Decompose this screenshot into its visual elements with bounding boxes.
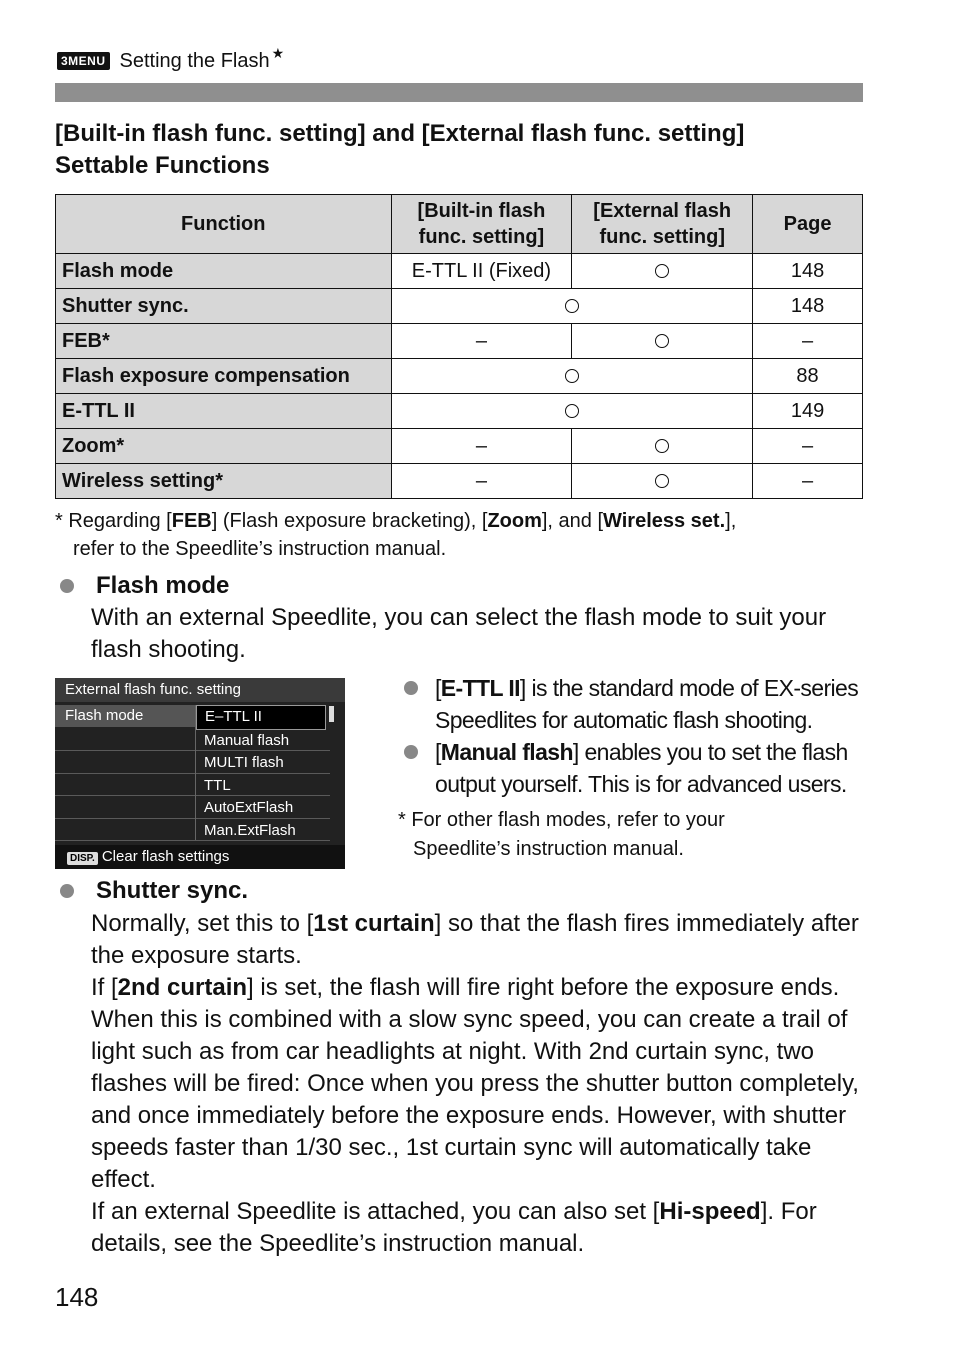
row-page: –	[753, 324, 863, 359]
header-builtin: [Built-in flash func. setting]	[391, 195, 572, 254]
lcd-option: TTL	[204, 776, 231, 794]
row-function: Shutter sync.	[56, 289, 392, 324]
row-function: Wireless setting*	[56, 464, 392, 499]
header-bar	[55, 83, 863, 102]
lcd-option: MULTI flash	[204, 754, 284, 771]
flash-mode-footnote: * For other flash modes, refer to your Speedlite’s instruction manual.	[398, 809, 725, 860]
available-icon	[655, 264, 669, 278]
row-function: FEB*	[56, 324, 392, 359]
row-page: 148	[753, 254, 863, 289]
available-icon	[655, 474, 669, 488]
lcd-options-list	[195, 705, 326, 840]
row-builtin: –	[391, 429, 572, 464]
table-row	[56, 324, 863, 359]
row-page: 149	[753, 394, 863, 429]
table-row	[56, 429, 863, 464]
row-both	[391, 359, 753, 394]
row-page: 148	[753, 289, 863, 324]
settable-functions-table	[55, 194, 863, 499]
row-page: –	[753, 464, 863, 499]
row-external	[572, 429, 753, 464]
available-icon	[655, 334, 669, 348]
header-external: [External flash func. setting]	[572, 195, 753, 254]
shutter-sync-p2: If [2nd curtain] is set, the flash will fire right before the exposure ends. When this is combined with a slow sync speed, you can create a trail of light such as from car headlights at night. With 2nd curtain sync, two flashes will be fired: Once when you press the shutter button completely, and once immediately before the exposure ends. However, with shutter speeds faster than 1/30 sec., 1st curtain sync will automatically take effect.	[91, 974, 859, 1193]
row-external	[572, 464, 753, 499]
lcd-footer: DISP. Clear flash settings	[55, 845, 345, 869]
bullet-icon	[404, 681, 418, 695]
header-text: Setting the Flash	[119, 49, 270, 72]
page-number: 148	[55, 1282, 99, 1312]
table-row	[56, 254, 863, 289]
lcd-option-selected: E–TTL II	[196, 705, 326, 730]
list-item: [E-TTL II] is the standard mode of EX-series Speedlites for automatic flash shooting.	[404, 672, 874, 736]
page-header	[57, 46, 284, 76]
row-page: 88	[753, 359, 863, 394]
available-icon	[655, 439, 669, 453]
row-function: Zoom*	[56, 429, 392, 464]
lcd-option: AutoExtFlash	[204, 799, 294, 816]
available-icon	[565, 369, 579, 383]
available-icon	[565, 404, 579, 418]
star-icon: ★	[271, 44, 285, 61]
lcd-scrollbar	[329, 706, 334, 722]
flash-mode-heading: Flash mode	[60, 572, 229, 600]
available-icon	[565, 299, 579, 313]
lcd-option: Manual flash	[204, 731, 290, 749]
list-item: [Manual flash] enables you to set the flash output yourself. This is for advanced users.	[404, 736, 874, 800]
row-function: Flash exposure compensation	[56, 359, 392, 394]
row-both	[391, 394, 753, 429]
section-title-line1: [Built-in flash func. setting] and [External flash func. setting]	[55, 120, 745, 147]
row-page: –	[753, 429, 863, 464]
bullet-icon	[60, 579, 74, 593]
table-row	[56, 464, 863, 499]
section-title	[55, 118, 875, 182]
flash-mode-text: With an external Speedlite, you can select the flash mode to suit your flash shooting.	[91, 604, 827, 663]
table-row	[56, 289, 863, 324]
bullet-icon	[60, 884, 74, 898]
lcd-title: External flash func. setting	[55, 678, 345, 702]
row-builtin: –	[391, 324, 572, 359]
table-row	[56, 359, 863, 394]
row-external	[572, 324, 753, 359]
lcd-row-label: Flash mode	[55, 705, 195, 727]
header-function: Function	[56, 195, 392, 254]
shutter-sync-p1: Normally, set this to [1st curtain] so that the flash fires immediately after the exposure starts.	[91, 910, 859, 969]
menu-icon: 3MENU	[57, 52, 110, 70]
row-builtin: –	[391, 464, 572, 499]
row-builtin: E-TTL II (Fixed)	[391, 254, 572, 289]
disp-button-icon: DISP.	[67, 852, 98, 865]
flash-mode-list	[404, 672, 874, 800]
shutter-sync-text	[91, 908, 871, 1260]
table-footnote: * Regarding [FEB] (Flash exposure bracketing), [Zoom], and [Wireless set.], refer to the Speedlite’s instruction manual.	[55, 510, 737, 560]
row-function: Flash mode	[56, 254, 392, 289]
shutter-sync-heading: Shutter sync.	[60, 877, 248, 905]
table-row	[56, 394, 863, 429]
row-external	[572, 254, 753, 289]
table-header-row	[56, 195, 863, 254]
section-title-line2: Settable Functions	[55, 152, 270, 179]
camera-lcd-screen	[55, 678, 345, 869]
row-both	[391, 289, 753, 324]
shutter-sync-p3: If an external Speedlite is attached, you can also set [Hi-speed]. For details, see the Speedlite’s instruction manual.	[91, 1198, 817, 1257]
lcd-option: Man.ExtFlash	[204, 821, 296, 839]
header-page: Page	[753, 195, 863, 254]
bullet-icon	[404, 745, 418, 759]
row-function: E-TTL II	[56, 394, 392, 429]
